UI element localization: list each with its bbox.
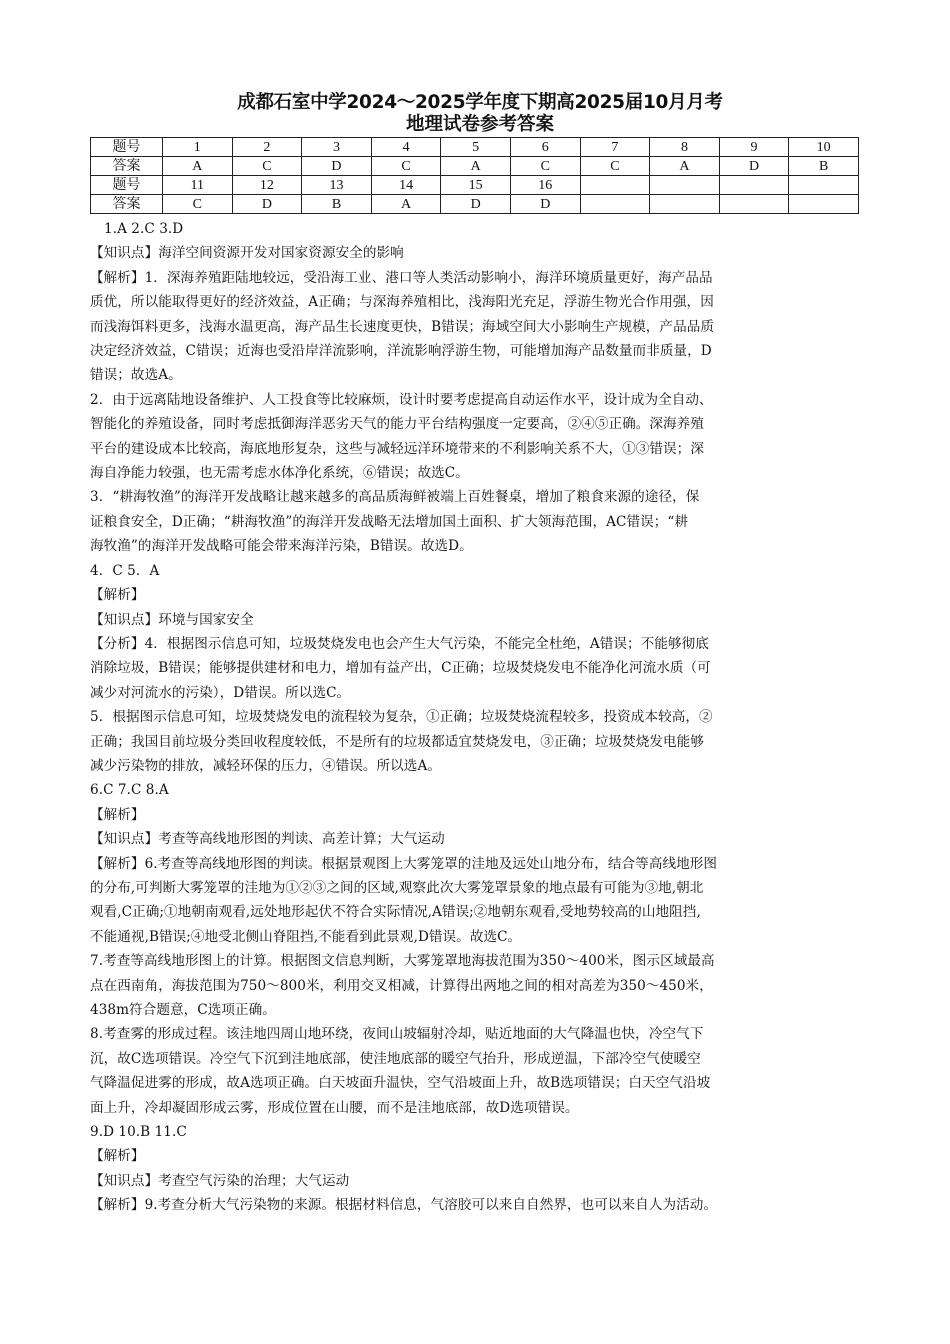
answer-table-cell: 3 <box>302 138 372 157</box>
answer-table-cell: 1 <box>163 138 233 157</box>
text-line: 观看,C正确;①地朝南观看,远处地形起伏不符合实际情况,A错误;②地朝东观看,受地势较高的山地阻挡, <box>90 904 701 921</box>
text-line: 【解析】6.考查等高线地形图的判读。根据景观图上大雾笼罩的洼地及远处山地分布，结合等高线地形图 <box>90 855 718 872</box>
text-line: 5．根据图示信息可知，垃圾焚烧发电的流程较为复杂，①正确；垃圾焚烧流程较多，投资成本较高，② <box>90 709 713 726</box>
answer-table-cell: 15 <box>441 176 511 195</box>
text-line: 而浅海饵料更多，浅海水温更高，海产品生长速度更快，B错误；海域空间大小影响生产规模，产品品质 <box>90 318 715 335</box>
text-line: 7.考查等高线地形图上的计算。根据图文信息判断，大雾笼罩地海拔范围为350～400米，图示区域最高 <box>90 953 715 970</box>
answer-table-row-label: 答案 <box>91 195 163 214</box>
answer-table-row-label: 答案 <box>91 157 163 176</box>
text-line: 沉，故C选项错误。冷空气下沉到洼地底部，使洼地底部的暖空气抬升，形成逆温，下部冷空气使暖空 <box>90 1050 701 1067</box>
text-line: 不能通视,B错误;④地受北侧山脊阻挡,不能看到此景观,D错误。故选C。 <box>90 928 522 945</box>
text-line: 【解析】9.考查分析大气污染物的来源。根据材料信息，气溶胶可以来自自然界，也可以来自人为活动。 <box>90 1197 718 1214</box>
text-line: 的分布,可判断大雾笼罩的洼地为①②③之间的区域,观察此次大雾笼罩景象的地点最有可能为③地,朝北 <box>90 879 704 896</box>
text-line: 减少污染物的排放，减轻环保的压力，④错误。所以选A。 <box>90 757 441 774</box>
answer-table-cell <box>719 176 789 195</box>
text-line: 【知识点】环境与国家安全 <box>90 611 254 628</box>
answer-table-row <box>91 176 859 195</box>
explanation-text <box>90 217 880 1218</box>
text-line: 消除垃圾，B错误；能够提供建材和电力，增加有益产出，C正确；垃圾焚烧发电不能净化河流水质（可 <box>90 660 711 677</box>
text-line: 智能化的养殖设备，同时考虑抵御海洋恶劣天气的能力平台结构强度一定要高，②④⑤正确。深海养殖 <box>90 416 704 433</box>
text-line: 【解析】 <box>90 806 145 823</box>
answer-table-cell: 5 <box>441 138 511 157</box>
answer-table-cell: C <box>163 195 233 214</box>
answer-table-cell: C <box>510 157 580 176</box>
answer-table-cell: 7 <box>580 138 650 157</box>
text-line: 错误；故选A。 <box>90 367 182 384</box>
answer-table-cell: 12 <box>232 176 302 195</box>
answer-table-cell: A <box>650 157 720 176</box>
answer-table-cell: B <box>302 195 372 214</box>
answer-table-cell: 10 <box>789 138 859 157</box>
answer-table-cell: 13 <box>302 176 372 195</box>
text-line: 1.A 2.C 3.D <box>104 221 184 237</box>
page-title: 成都石室中学2024～2025学年度下期高2025届10月月考 <box>237 92 723 113</box>
answer-table-cell: 11 <box>163 176 233 195</box>
answer-table-cell: A <box>163 157 233 176</box>
text-line: 面上升，冷却凝固形成云雾，形成位置在山腰，而不是洼地底部，故D选项错误。 <box>90 1099 579 1116</box>
answer-table-cell: D <box>441 195 511 214</box>
answer-table-cell: 14 <box>371 176 441 195</box>
answer-table-cell: 2 <box>232 138 302 157</box>
text-line: 【解析】 <box>90 587 145 604</box>
answer-table-cell <box>650 176 720 195</box>
text-line: 正确；我国目前垃圾分类回收程度较低，不是所有的垃圾都适宜焚烧发电，③正确；垃圾焚烧发电能够 <box>90 733 704 750</box>
answer-table-cell: 4 <box>371 138 441 157</box>
answer-table-cell: 9 <box>719 138 789 157</box>
text-line: 【解析】1．深海养殖距陆地较远，受沿海工业、港口等人类活动影响小，海洋环境质量更好，海产品品 <box>90 269 713 286</box>
answer-table-cell: 6 <box>510 138 580 157</box>
text-line: 气降温促进雾的形成，故A选项正确。白天坡面升温快，空气沿坡面上升，故B选项错误；白天空气沿坡 <box>90 1075 711 1092</box>
text-line: 9.D 10.B 11.C <box>90 1124 187 1141</box>
answer-table-cell: D <box>510 195 580 214</box>
text-line: 决定经济效益，C错误；近海也受沿岸洋流影响，洋流影响浮游生物，可能增加海产品数量而非质量，D <box>90 343 712 360</box>
answer-table-cell: D <box>302 157 372 176</box>
text-line: 【知识点】考查等高线地形图的判读、高差计算；大气运动 <box>90 831 445 848</box>
answer-table-row <box>91 138 859 157</box>
answer-table-cell <box>580 195 650 214</box>
answer-table-row-label: 题号 <box>91 138 163 157</box>
text-line: 【知识点】考查空气污染的治理；大气运动 <box>90 1172 350 1189</box>
answer-table-cell <box>719 195 789 214</box>
answer-table-cell <box>789 195 859 214</box>
text-line: 6.C 7.C 8.A <box>90 782 169 799</box>
answer-table-cell: A <box>441 157 511 176</box>
answer-table-cell <box>789 176 859 195</box>
text-line: 【解析】 <box>90 1148 145 1165</box>
text-line: 【分析】4．根据图示信息可知，垃圾焚烧发电也会产生大气污染，不能完全杜绝，A错误；不能够彻底 <box>90 635 709 652</box>
text-line: 2．由于远离陆地设备维护、人工投食等比较麻烦，设计时要考虑提高自动运作水平，设计成为全自动、 <box>90 391 713 408</box>
answer-table-cell: A <box>371 195 441 214</box>
answer-table-cell <box>650 195 720 214</box>
text-line: 海牧渔”的海洋开发战略可能会带来海洋污染，B错误。故选D。 <box>90 538 473 555</box>
answer-table-cell: C <box>371 157 441 176</box>
text-line: 3．“耕海牧渔”的海洋开发战略让越来越多的高品质海鲜被端上百姓餐桌，增加了粮食来源的途径，保 <box>90 489 700 506</box>
answer-table-row <box>91 195 859 214</box>
answer-table <box>90 137 859 214</box>
text-line: 8.考查雾的形成过程。该洼地四周山地环绕，夜间山坡辐射冷却，贴近地面的大气降温也快，冷空气下 <box>90 1026 704 1043</box>
text-line: 质优，所以能取得更好的经济效益，A正确；与深海养殖相比，浅海阳光充足，浮游生物光合作用强，因 <box>90 294 714 311</box>
text-line: 438m符合题意，C选项正确。 <box>90 1002 276 1018</box>
text-line: 点在西南角，海拔范围为750～800米，利用交叉相减，计算得出两地之间的相对高差为350～450米， <box>90 977 713 994</box>
answer-table-row-label: 题号 <box>91 176 163 195</box>
answer-table-cell: C <box>580 157 650 176</box>
text-line: 4．C 5．A <box>90 562 160 579</box>
answer-table-cell <box>580 176 650 195</box>
answer-table-cell: C <box>232 157 302 176</box>
text-line: 海自净能力较强，也无需考虑水体净化系统，⑥错误；故选C。 <box>90 465 469 482</box>
text-line: 【知识点】海洋空间资源开发对国家资源安全的影响 <box>90 245 404 262</box>
page-subtitle: 地理试卷参考答案 <box>405 114 554 135</box>
answer-table-cell: 8 <box>650 138 720 157</box>
answer-table-cell: 16 <box>510 176 580 195</box>
answer-table-row <box>91 157 859 176</box>
text-line: 证粮食安全，D正确；“耕海牧渔”的海洋开发战略无法增加国土面积、扩大领海范围，AC错误；“耕 <box>90 513 689 530</box>
text-line: 减少对河流水的污染），D错误。所以选C。 <box>90 684 351 701</box>
answer-document <box>90 92 870 1218</box>
text-line: 平台的建设成本比较高，海底地形复杂，这些与减轻远洋环境带来的不利影响关系不大，①③错误；深 <box>90 440 704 457</box>
answer-table-cell: B <box>789 157 859 176</box>
answer-table-cell: D <box>232 195 302 214</box>
answer-table-cell: D <box>719 157 789 176</box>
